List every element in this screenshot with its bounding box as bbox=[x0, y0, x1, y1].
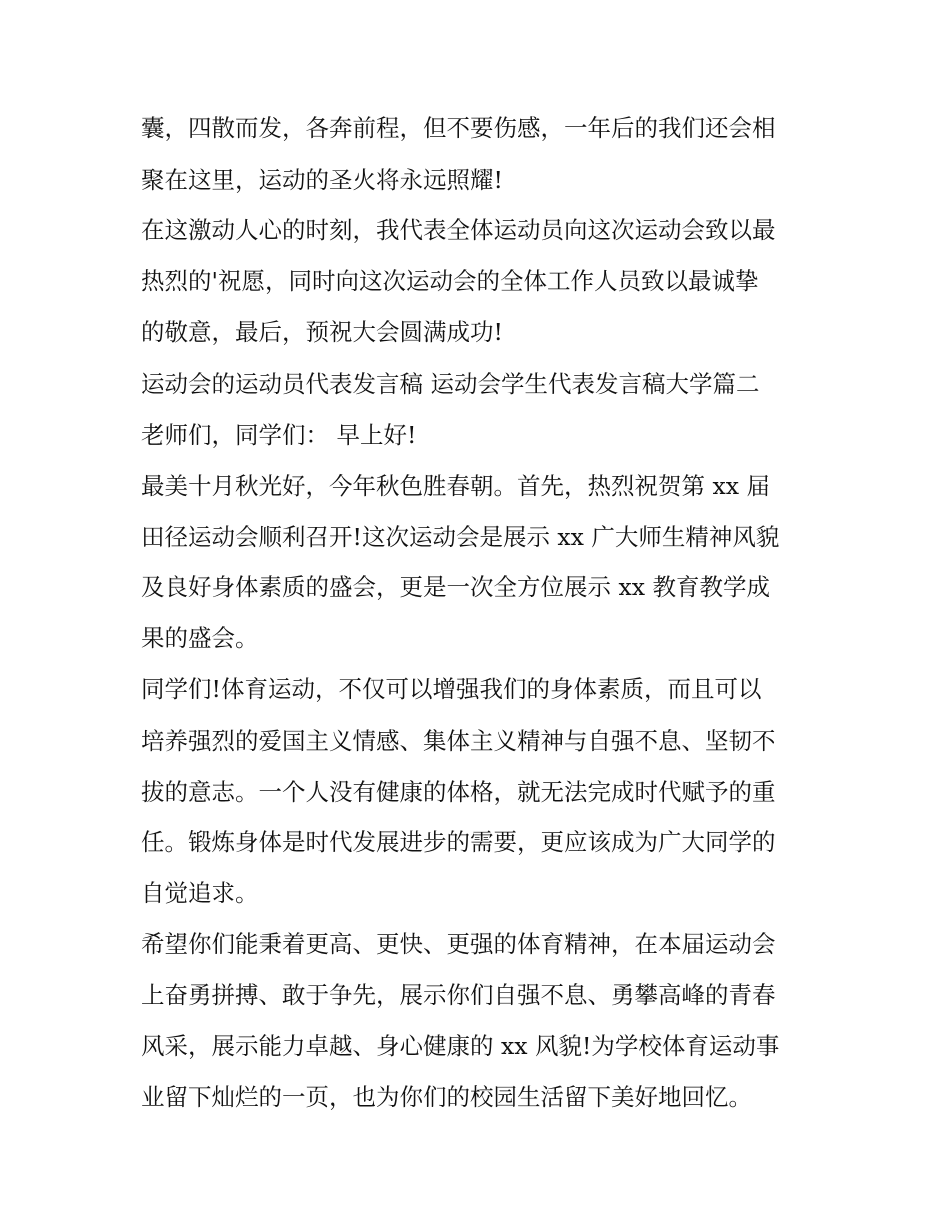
text-line: 田径运动会顺利召开!这次运动会是展示 xx 广大师生精神风貌 bbox=[141, 523, 780, 551]
text-line: 及良好身体素质的盛会，更是一次全方位展示 xx 教育教学成 bbox=[141, 573, 770, 601]
text-line: 果的盛会。 bbox=[141, 624, 259, 652]
text-line: 拔的意志。一个人没有健康的体格，就无法完成时代赋予的重 bbox=[141, 778, 776, 806]
text-line: 希望你们能秉着更高、更快、更强的体育精神，在本届运动会 bbox=[141, 930, 776, 958]
text-line: 自觉追求。 bbox=[141, 879, 259, 907]
text-line: 同学们!体育运动，不仅可以增强我们的身体素质，而且可以 bbox=[141, 675, 762, 703]
text-line: 聚在这里，运动的圣火将永远照耀! bbox=[141, 166, 503, 194]
text-line: 业留下灿烂的一页，也为你们的校园生活留下美好地回忆。 bbox=[141, 1083, 752, 1111]
text-line: 任。锻炼身体是时代发展进步的需要，更应该成为广大同学的 bbox=[141, 828, 776, 856]
text-line: 风采，展示能力卓越、身心健康的 xx 风貌!为学校体育运动事 bbox=[141, 1032, 780, 1060]
text-line: 运动会的运动员代表发言稿 运动会学生代表发言稿大学篇二 bbox=[141, 370, 760, 398]
text-line: 热烈的'祝愿，同时向这次运动会的全体工作人员致以最诚挚 bbox=[141, 267, 759, 295]
text-line: 的敬意，最后，预祝大会圆满成功! bbox=[141, 318, 503, 346]
text-line: 最美十月秋光好，今年秋色胜春朝。首先，热烈祝贺第 xx 届 bbox=[141, 472, 770, 500]
text-line: 囊，四散而发，各奔前程，但不要伤感，一年后的我们还会相 bbox=[141, 114, 776, 142]
text-line: 老师们，同学们： 早上好! bbox=[141, 421, 417, 449]
text-line: 培养强烈的爱国主义情感、集体主义精神与自强不息、坚韧不 bbox=[141, 727, 776, 755]
text-line: 在这激动人心的时刻，我代表全体运动员向这次运动会致以最 bbox=[141, 216, 776, 244]
text-line: 上奋勇拼搏、敢于争先，展示你们自强不息、勇攀高峰的青春 bbox=[141, 981, 776, 1009]
